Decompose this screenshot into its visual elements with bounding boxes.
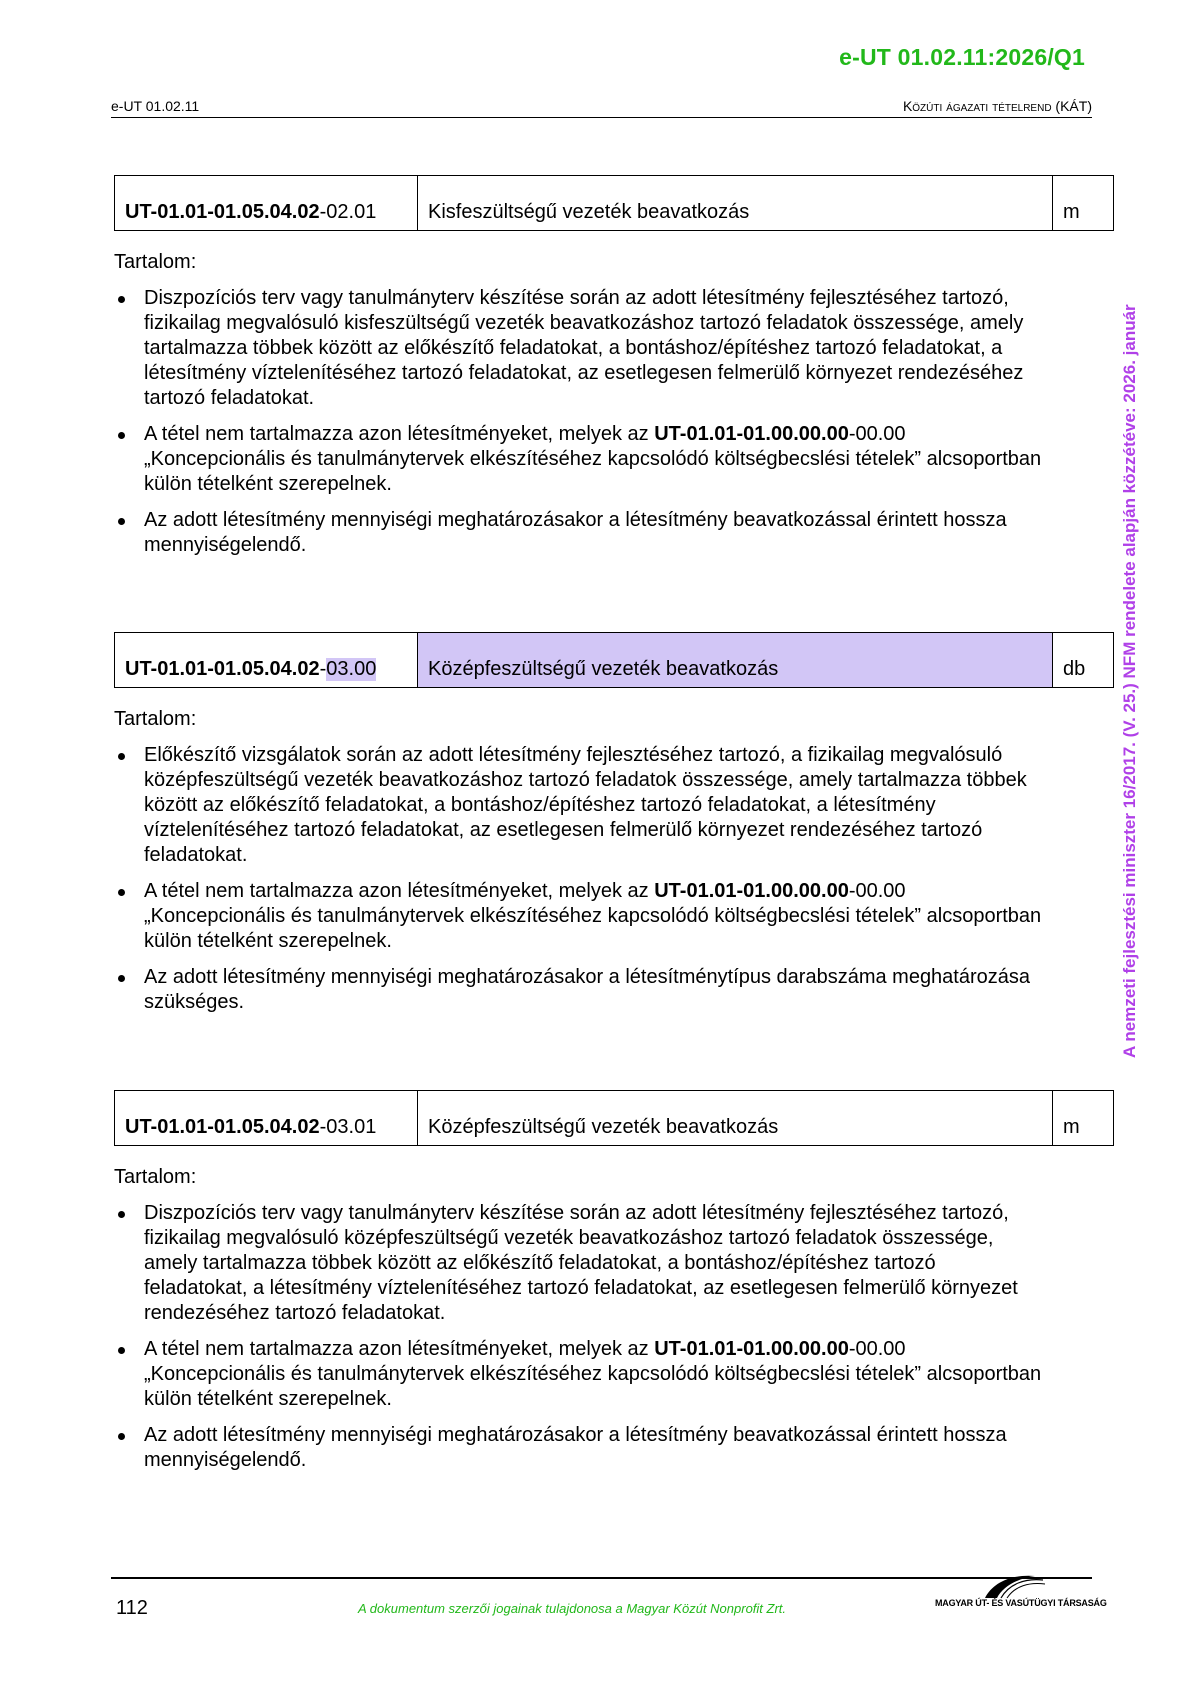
list-item: Az adott létesítmény mennyiségi meghatározásakor a létesítménytípus darabszáma meghatározása szükséges. — [114, 965, 1044, 1015]
item-code-suffix: 03.01 — [326, 1116, 377, 1138]
item-code-separator: - — [319, 1116, 327, 1138]
logo-text: MAGYAR ÚT- ÉS VASÚTÜGYI TÁRSASÁG — [935, 1598, 1107, 1608]
reference-code-suffix: -00.00 — [848, 880, 906, 902]
copyright-notice: A dokumentum szerzői jogainak tulajdonosa a Magyar Közút Nonprofit Zrt. — [358, 1601, 787, 1616]
list-item-text: A tétel nem tartalmazza azon létesítményeket, melyek az — [144, 423, 655, 445]
item-entry — [114, 1090, 1114, 1484]
list-item — [114, 422, 1044, 497]
list-item-text: A tétel nem tartalmazza azon létesítményeket, melyek az — [144, 880, 655, 902]
page-number: 112 — [116, 1597, 148, 1619]
item-code-suffix: 02.01 — [326, 201, 377, 223]
item-entry — [114, 175, 1114, 569]
list-item — [114, 1337, 1044, 1412]
item-unit: db — [1063, 658, 1086, 680]
list-item-text: „Koncepcionális és tanulmánytervek elkészítéséhez kapcsolódó költségbecslési tételek” alcsoportban külön tételként szerepelnek. — [144, 905, 1042, 952]
reference-code-suffix: -00.00 — [848, 1338, 906, 1360]
item-title-highlighted: Középfeszültségű vezeték beavatkozás — [418, 633, 1053, 687]
list-item: Diszpozíciós terv vagy tanulmányterv készítése során az adott létesítmény fejlesztéséhez tartozó, fizikailag megvalósuló kisfeszültségű vezeték beavatkozáshoz tartozó feladatok összessége, amely tartalmazza többek között az előkészítő feladatokat, a bontáshoz/építéshez tartozó feladatokat, a létesítmény víztelenítéséhez tartozó feladatokat, az esetlegesen felmerülő környezet rendezéséhez tartozó feladatokat. — [114, 286, 1044, 411]
item-code — [115, 176, 418, 230]
content-list — [114, 743, 1114, 1015]
item-unit: m — [1063, 1116, 1080, 1138]
item-title: Középfeszültségű vezeték beavatkozás — [418, 1091, 1053, 1145]
item-code-main: UT-01.01-01.05.04.02 — [125, 658, 320, 680]
item-header-table — [114, 632, 1114, 688]
item-code-suffix-highlighted: 03.00 — [326, 658, 377, 680]
reference-code-suffix: -00.00 — [848, 423, 906, 445]
item-code — [115, 1091, 418, 1145]
item-code-main: UT-01.01-01.05.04.02 — [125, 1116, 320, 1138]
content-label: Tartalom: — [114, 1166, 197, 1188]
list-item: Diszpozíciós terv vagy tanulmányterv készítése során az adott létesítmény fejlesztéséhez tartozó, fizikailag megvalósuló középfeszültségű vezeték beavatkozáshoz tartozó feladatok összessége, amely tartalmazza többek között az előkészítő feladatokat, a bontáshoz/építéshez tartozó feladatokat, a létesítmény víztelenítéséhez tartozó feladatokat, az esetlegesen felmerülő környezet rendezéséhez tartozó feladatokat. — [114, 1201, 1044, 1326]
document-version-stamp: e-UT 01.02.11:2026/Q1 — [839, 44, 1085, 70]
list-item-text: „Koncepcionális és tanulmánytervek elkészítéséhez kapcsolódó költségbecslési tételek” alcsoportban külön tételként szerepelnek. — [144, 1363, 1042, 1410]
list-item — [114, 879, 1044, 954]
item-header-table — [114, 1090, 1114, 1146]
item-header-table — [114, 175, 1114, 231]
content-list — [114, 1201, 1114, 1473]
list-item: Előkészítő vizsgálatok során az adott létesítmény fejlesztéséhez tartozó, a fizikailag megvalósuló középfeszültségű vezeték beavatkozáshoz tartozó feladatok összessége, amely tartalmazza többek között az előkészítő feladatokat, a bontáshoz/építéshez tartozó feladatokat, a létesítmény víztelenítéséhez tartozó feladatokat, az esetlegesen felmerülő környezet rendezéséhez tartozó feladatokat. — [114, 743, 1044, 868]
running-header — [111, 96, 1092, 118]
side-publication-note: A nemzeti fejlesztési miniszter 16/2017. (V. 25.) NFM rendelete alapján közzétéve: 2026. január — [1120, 304, 1139, 1058]
list-item-text: „Koncepcionális és tanulmánytervek elkészítéséhez kapcsolódó költségbecslési tételek” alcsoportban külön tételként szerepelnek. — [144, 448, 1042, 495]
list-item: Az adott létesítmény mennyiségi meghatározásakor a létesítmény beavatkozással érintett hossza mennyiségelendő. — [114, 508, 1044, 558]
item-code-separator: - — [319, 201, 327, 223]
list-item: Az adott létesítmény mennyiségi meghatározásakor a létesítmény beavatkozással érintett hossza mennyiségelendő. — [114, 1423, 1044, 1473]
item-unit: m — [1063, 201, 1080, 223]
content-label: Tartalom: — [114, 708, 197, 730]
reference-code: UT-01.01-01.00.00.00 — [654, 1338, 849, 1360]
item-title: Kisfeszültségű vezeték beavatkozás — [418, 176, 1053, 230]
item-code — [115, 633, 418, 687]
header-document-id: e-UT 01.02.11 — [111, 98, 200, 114]
item-code-separator: - — [319, 658, 327, 680]
content-label: Tartalom: — [114, 251, 197, 273]
content-list — [114, 286, 1114, 558]
company-logo — [935, 1572, 1107, 1622]
item-code-main: UT-01.01-01.05.04.02 — [125, 201, 320, 223]
header-document-title: Közúti ágazati tételrend (KÁT) — [902, 98, 1092, 114]
list-item-text: A tétel nem tartalmazza azon létesítményeket, melyek az — [144, 1338, 655, 1360]
item-entry-highlighted — [114, 632, 1114, 1026]
reference-code: UT-01.01-01.00.00.00 — [654, 423, 849, 445]
reference-code: UT-01.01-01.00.00.00 — [654, 880, 849, 902]
